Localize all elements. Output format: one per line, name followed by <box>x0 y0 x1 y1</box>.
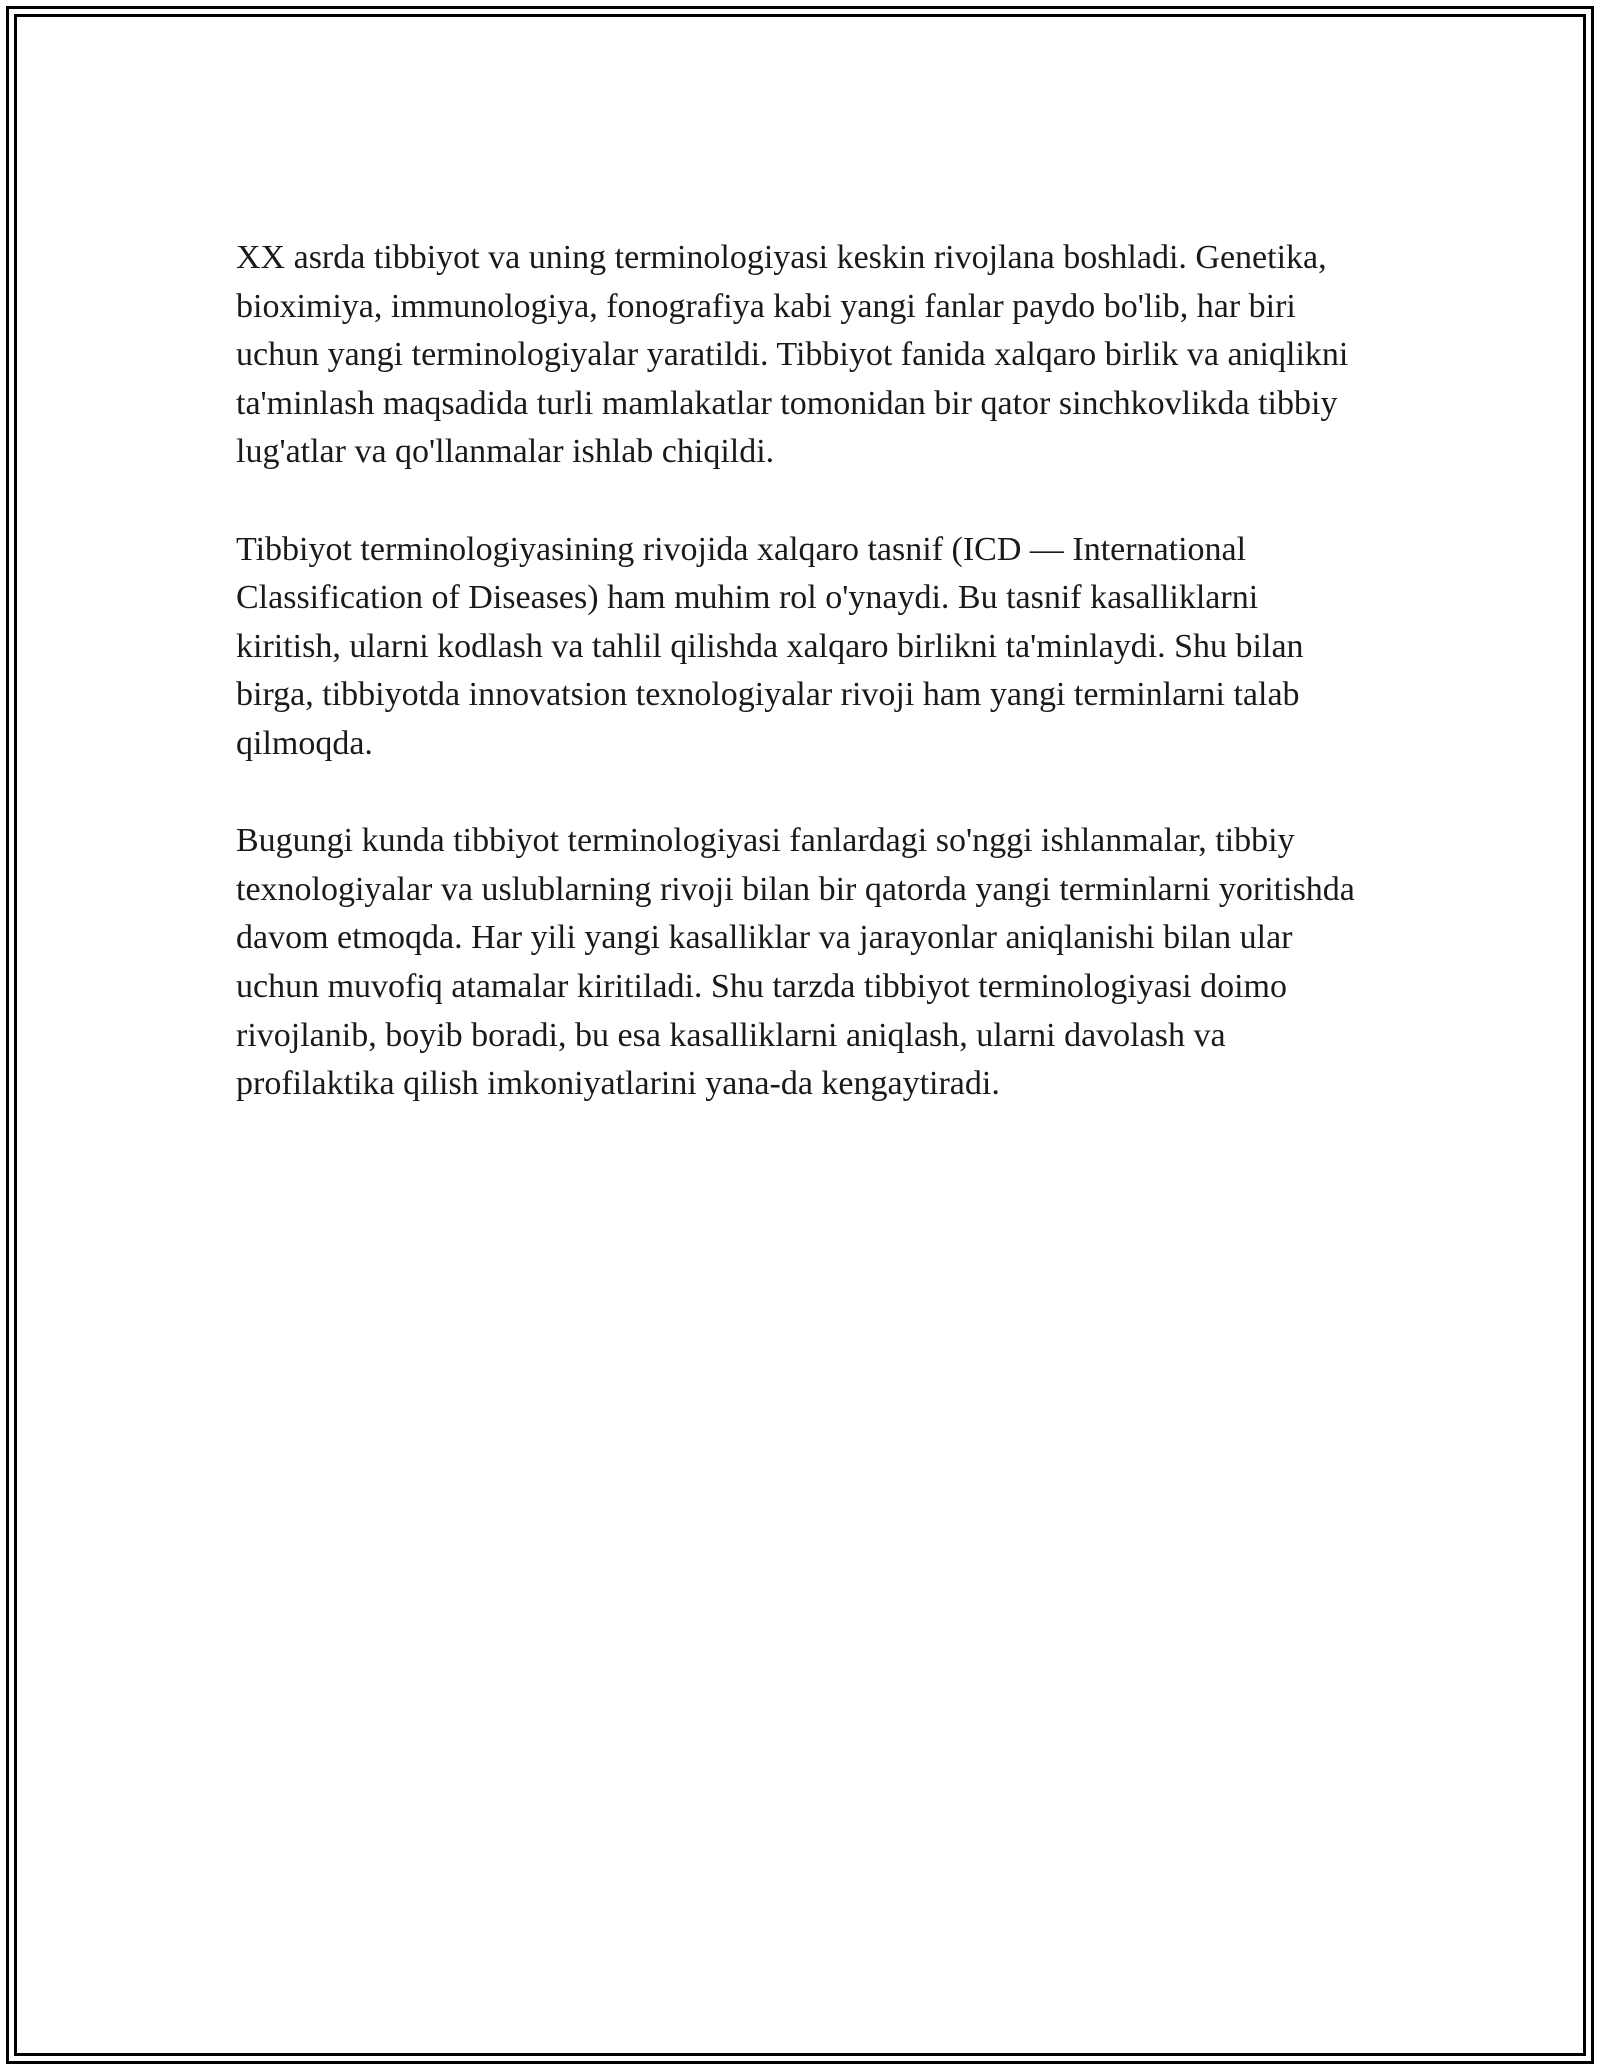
paragraph-1: XX asrda tibbiyot va uning terminologiyasi keskin rivojlana boshladi. Genetika, bioximiya, immunologiya, fonografiya kabi yangi fanlar paydo bo'lib, har biri uchun yangi terminologiyalar yaratildi. Tibbiyot fanida xalqaro birlik va aniqlikni ta'minlash maqsadida turli mamlakatlar tomonidan bir qator sinchkovlikda tibbiy lug'atlar va qo'llanmalar ishlab chiqildi. <box>236 239 1349 471</box>
paragraph-2: Tibbiyot terminologiyasining rivojida xalqaro tasnif (ICD — International Classification of Diseases) ham muhim rol o'ynaydi. Bu tasnif kasalliklarni kiritish, ularni kodlash va tahlil qilishda xalqaro birlikni ta'minlaydi. Shu bilan birga, tibbiyotda innovatsion texnologiyalar rivoji ham yangi terminlarni talab qilmoqda. <box>236 530 1304 762</box>
paragraph-3: Bugungi kunda tibbiyot terminologiyasi fanlardagi so'nggi ishlanmalar, tibbiy texnologiyalar va uslublarning rivoji bilan bir qatorda yangi terminlarni yoritishda davom etmoqda. Har yili yangi kasalliklar va jarayonlar aniqlanishi bilan ular uchun muvofiq atamalar kiritiladi. Shu tarzda tibbiyot terminologiyasi doimo rivojlanib, boyib boradi, bu esa kasalliklarni aniqlash, ularni davolash va profilaktika qilish imkoniyatlarini yana-da kengaytiradi. <box>236 822 1355 1103</box>
document-body <box>236 234 1366 1157</box>
